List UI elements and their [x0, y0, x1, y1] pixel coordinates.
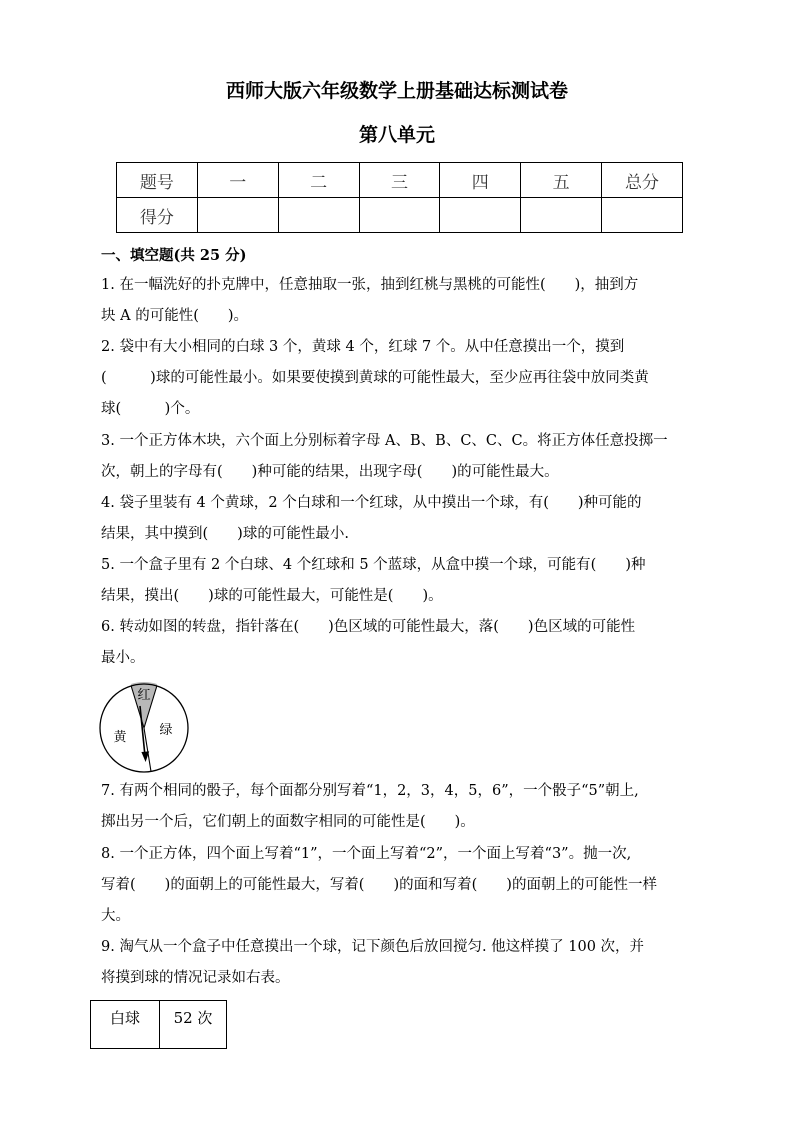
question-8: [101, 839, 697, 932]
question-line: 块 A 的可能性( )。: [101, 308, 249, 324]
question-line: 8. 一个正方体，四个面上写着“1”，一个面上写着“2”，一个面上写着“3”。抛一次,: [101, 846, 632, 862]
question-line: 球( )个。: [101, 401, 200, 417]
score-table: [116, 162, 683, 233]
question-2: [101, 332, 697, 425]
record-color-cell: 白球: [91, 1001, 160, 1049]
question-line: 9. 淘气从一个盒子中任意摸出一个球，记下颜色后放回搅匀. 他这样摸了 100 次，并: [101, 939, 645, 955]
score-header-cell: 三: [359, 163, 440, 198]
page-subtitle: 第八单元: [358, 124, 435, 146]
record-table: [90, 1000, 227, 1049]
score-header-cell: 题号: [117, 163, 198, 198]
score-cell[interactable]: [440, 198, 521, 233]
record-count-cell: 52 次: [160, 1001, 227, 1049]
question-4: [101, 488, 697, 550]
score-header-cell: 总分: [602, 163, 683, 198]
score-cell[interactable]: [197, 198, 278, 233]
score-cell[interactable]: [278, 198, 359, 233]
question-7: [101, 776, 697, 838]
question-line: 4. 袋子里装有 4 个黄球，2 个白球和一个红球，从中摸出一个球，有( )种可能的: [101, 495, 642, 511]
question-line: 最小。: [101, 650, 145, 666]
question-line: 6. 转动如图的转盘，指针落在( )色区域的可能性最大，落( )色区域的可能性: [101, 619, 636, 635]
spinner-label-green: 绿: [159, 723, 173, 738]
question-line: 5. 一个盒子里有 2 个白球、4 个红球和 5 个蓝球，从盒中摸一个球，可能有( )种: [101, 557, 646, 573]
question-line: 写着( )的面朝上的可能性最大，写着( )的面和写着( )的面朝上的可能性一样: [101, 877, 657, 893]
question-6: [101, 612, 697, 674]
score-header-cell: 一: [197, 163, 278, 198]
question-1: [101, 270, 697, 332]
question-line: ( )球的可能性最小。如果要使摸到黄球的可能性最大，至少应再往袋中放同类黄: [101, 370, 649, 386]
score-table-header-row: [117, 163, 683, 198]
page-title: 西师大版六年级数学上册基础达标测试卷: [225, 80, 568, 102]
question-line: 掷出另一个后，它们朝上的面数字相同的可能性是( )。: [101, 814, 475, 830]
question-5: [101, 550, 697, 612]
question-9: [101, 932, 697, 994]
spinner-label-red: 红: [137, 688, 151, 703]
table-row: [91, 1001, 227, 1049]
score-header-cell: 五: [521, 163, 602, 198]
question-line: 次，朝上的字母有( )种可能的结果，出现字母( )的可能性最大。: [101, 464, 559, 480]
question-line: 2. 袋中有大小相同的白球 3 个，黄球 4 个，红球 7 个。从中任意摸出一个，摸到: [101, 339, 625, 355]
pointer-arrowhead: [141, 751, 149, 762]
score-cell[interactable]: [521, 198, 602, 233]
question-line: 大。: [101, 908, 130, 924]
question-line: 3. 一个正方体木块，六个面上分别标着字母 A、B、B、C、C、C。将正方体任意投掷一: [101, 433, 668, 449]
score-cell[interactable]: [602, 198, 683, 233]
question-line: 将摸到球的情况记录如右表。: [101, 970, 290, 986]
spinner-label-yellow: 黄: [113, 730, 127, 745]
section-heading: 一、填空题(共 25 分): [101, 247, 247, 264]
spinner-figure: [98, 682, 190, 774]
score-cell[interactable]: [359, 198, 440, 233]
question-line: 结果，摸出( )球的可能性最大，可能性是( )。: [101, 588, 443, 604]
question-line: 结果，其中摸到( )球的可能性最小.: [101, 526, 349, 542]
score-header-cell: 四: [440, 163, 521, 198]
question-line: 7. 有两个相同的骰子，每个面都分别写着“1，2，3，4，5，6”，一个骰子“5”朝上,: [101, 783, 639, 799]
score-header-cell: 二: [278, 163, 359, 198]
score-table-score-row: [117, 198, 683, 233]
question-line: 1. 在一幅洗好的扑克牌中，任意抽取一张，抽到红桃与黑桃的可能性( )，抽到方: [101, 277, 639, 293]
score-row-label: 得分: [117, 198, 198, 233]
question-3: [101, 426, 697, 488]
